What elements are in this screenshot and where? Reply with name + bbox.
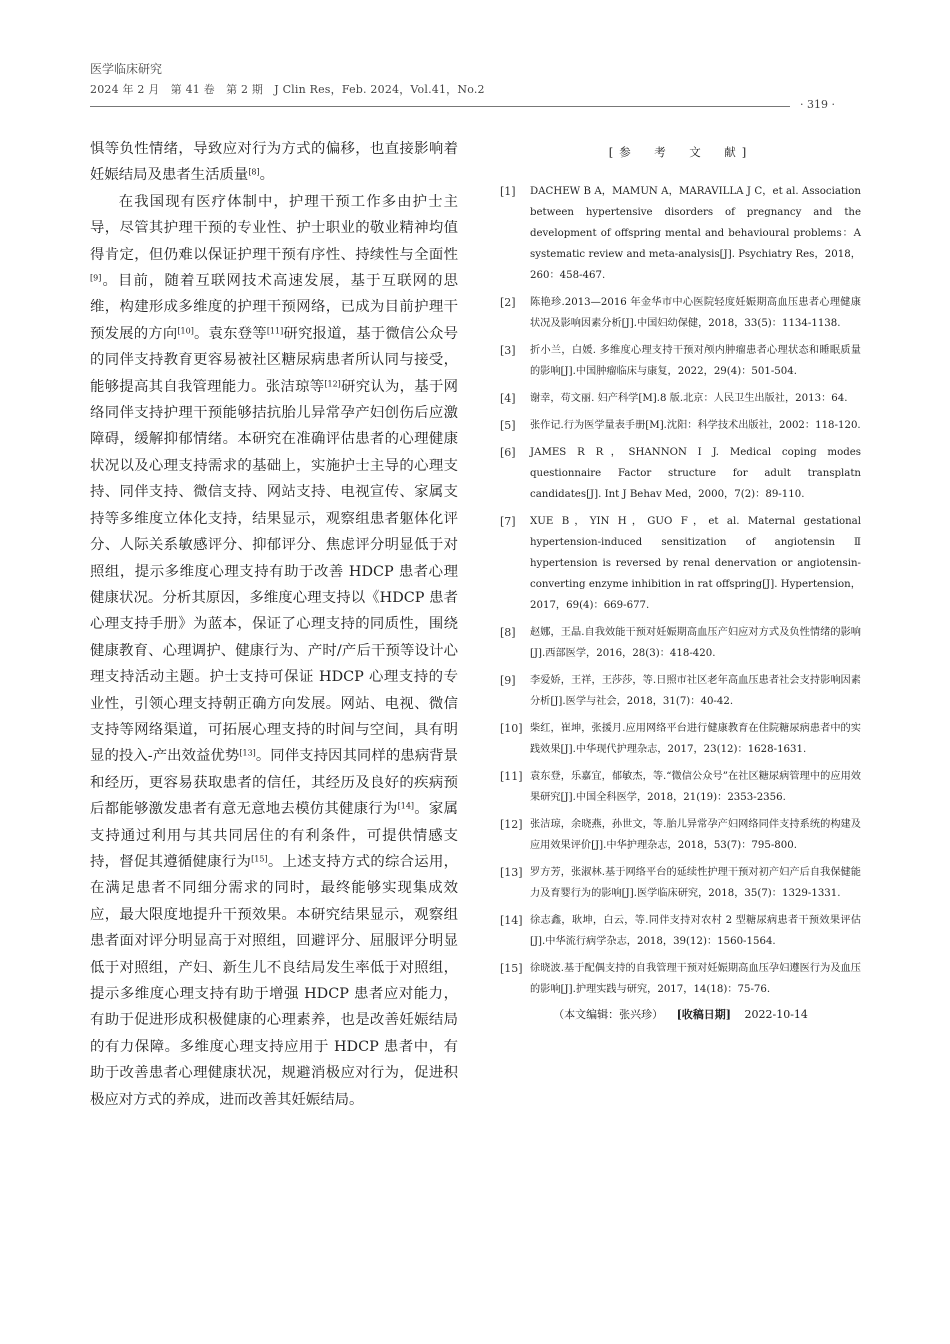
reference-number: [3] [500,344,516,357]
reference-text: 陈艳珍.2013—2016 年金华市中心医院轻度妊娠期高血压患者心理健康状况及影响因素分析[J].中国妇幼保健，2018，33(5)：1134-1138. [530,297,861,329]
reference-text: 徐志鑫，耿坤，白云，等.同伴支持对农村 2 型糖尿病患者干预效果评估[J].中华流行病学杂志，2018，39(12)：1560-1564. [530,915,861,947]
reference-number: [14] [500,914,523,927]
body-paragraph [90,136,458,189]
page-number: · 319 · [800,98,835,111]
reference-number: [10] [500,722,523,735]
reference-text: 柴红，崔坤，张援月.应用网络平台进行健康教育在住院糖尿病患者中的实践效果[J].中华现代护理杂志，2017，23(12)：1628-1631. [530,723,861,755]
citation-mark: [11] [266,326,284,336]
references-heading: [参 考 文 献] [608,145,753,159]
reference-text: XUE B，YIN H，GUO F，et al. Maternal gestational hypertension-induced sensitization of angiotensin Ⅱ hypertension is reversed by renal denervation or angiotensin-converting enzyme inhibition in rat offspring[J]. Hypertension，2017，69(4)：669-677. [530,516,861,611]
citation-mark: [8] [248,168,260,178]
body-text: 在我国现有医疗体制中，护理干预工作多由护士主导，尽管其护理干预的专业性、护士职业的敬业精神均值得肯定，但仍难以保证护理干预有序性、持续性与全面性 [90,193,458,263]
body-text: 研究报道，基于微信公众号的同伴支持教育更容易被社区糖尿病患者所认同与接受，能够提高其自我管理能力。张洁琼等 [90,325,458,395]
reference-item [500,958,861,1000]
editor-line [500,1006,861,1022]
reference-item [500,670,861,712]
body-paragraph [90,189,458,1113]
reference-text: JAMES R R，SHANNON I J. Medical coping modes questionnaire Factor structure for adult transplatn candidates[J]. Int J Behav Med，2000，7(2)：89-110. [530,447,861,500]
reference-number: [9] [500,674,516,687]
reference-item [500,340,861,382]
reference-text: DACHEW B A，MAMUN A，MARAVILLA J C，et al. Association between hypertensive disorders of pregnancy and the development of offspring mental and behavioural problems：A systematic review and meta-analysis[J]. Psychiatry Res，2018，260：458-467. [530,186,861,281]
reference-number: [12] [500,818,523,831]
reference-number: [1] [500,185,516,198]
reference-text: 折小兰，白媛. 多维度心理支持干预对颅内肿瘤患者心理状态和睡眠质量的影响[J].中国肿瘤临床与康复，2022，29(4)：501-504. [530,345,861,377]
body-text: 。家属支持通过利用与其共同居住的有利条件，可提供情感支持，督促其遵循健康行为 [90,801,458,870]
reference-number: [6] [500,446,516,459]
reference-text: 赵娜，王晶.自我效能干预对妊娠期高血压产妇应对方式及负性情绪的影响[J].西部医学，2016，28(3)：418-420. [530,627,861,659]
received-date: 2022-10-14 [744,1008,808,1021]
citation-mark: [15] [251,854,268,864]
received-label: [收稿日期] [676,1008,731,1021]
body-text: 惧等负性情绪，导致应对行为方式的偏移，也直接影响着妊娠结局及患者生活质量 [90,141,458,184]
reference-item [500,511,861,616]
reference-text: 李爱娇，王祥，王莎莎，等.日照市社区老年高血压患者社会支持影响因素分析[J].医学与社会，2018，31(7)：40-42. [530,675,861,707]
reference-number: [5] [500,419,516,432]
reference-list [500,181,861,1000]
reference-number: [8] [500,626,516,639]
body-text: 研究认为，基于网络同伴支持护理干预能够拮抗胎儿异常孕产妇创伤后应激障碍，缓解抑郁情绪。本研究在准确评估患者的心理健康状况以及心理支持需求的基础上，实施护士主导的心理支持、同伴支持、微信支持、网站支持、电视宣传、家属支持等多维度立体化支持，结果显示，观察组患者躯体化评分、人际关系敏感评分、抑郁评分、焦虑评分明显低于对照组，提示多维度心理支持有助于改善 HDCP 患者心理健康状况。分析其原因，多维度心理支持以《HDCP 患者心理支持手册》为蓝本，保证了心理支持的同质性，围绕健康教育、心理调护、健康行为、产时/产后干预等设计心理支持活动主题。护士支持可保证 HDCP 心理支持的专业性，引领心理支持朝正确方向发展。网站、电视、微信支持等网络渠道，可拓展心理支持的时间与空间，具有明显的投入-产出效益优势 [90,378,458,765]
citation-mark: [14] [397,801,415,811]
header-rule [90,106,790,107]
body-text: 。上述支持方式的综合运用，在满足患者不同细分需求的同时，最终能够实现集成效应，最大限度地提升干预效果。本研究结果显示，观察组患者面对评分明显高于对照组，回避评分、屈服评分明显低于对照组，产妇、新生儿不良结局发生率低于对照组，提示多维度心理支持有助于增强 HDCP 患者应对能力，有助于促进形成积极健康的心理素养，也是改善妊娠结局的有力保障。多维度心理支持应用于 HDCP 患者中，有助于改善患者心理健康状况，规避消极应对行为，促进积极应对方式的养成，进而改善其妊娠结局。 [90,853,458,1108]
body-text: 。同伴支持因其同样的患病背景和经历，更容易获取患者的信任，其经历及良好的疾病预后都能够激发患者有意无意地去模仿其健康行为 [90,748,458,818]
reference-text: 袁东登，乐嘉宜，郁敏杰，等.“微信公众号”在社区糖尿病管理中的应用效果研究[J].中国全科医学，2018，21(19)：2353-2356. [530,771,861,803]
reference-item [500,718,861,760]
citation-mark: [13] [239,748,256,758]
reference-number: [13] [500,866,523,879]
references-column [500,144,861,1022]
journal-name: 医学临床研究 [90,62,163,76]
reference-item [500,442,861,505]
reference-number: [7] [500,515,516,528]
reference-item [500,814,861,856]
body-text: 。 [259,167,275,184]
reference-item [500,181,861,286]
reference-item [500,622,861,664]
reference-item [500,292,861,334]
citation-mark: [9] [90,273,102,283]
reference-item [500,862,861,904]
reference-item [500,415,861,436]
reference-number: [4] [500,392,516,405]
citation-mark: [10] [177,326,194,336]
reference-number: [11] [500,770,523,783]
body-text: 。目前，随着互联网技术高速发展，基于互联网的思维，构建形成多维度的护理干预网络，已成为目前护理干预发展的方向 [90,273,458,342]
reference-text: 谢幸，苟文丽. 妇产科学[M].8 版.北京：人民卫生出版社，2013：64. [530,393,848,404]
body-text: 。袁东登等 [193,325,267,342]
reference-item [500,766,861,808]
reference-text: 张作记.行为医学量表手册[M].沈阳：科学技术出版社，2002：118-120. [530,420,861,431]
citation-mark: [12] [324,379,341,389]
reference-text: 罗方芳，张淑林.基于网络平台的延续性护理干预对初产妇产后自我保健能力及育婴行为的影响[J].医学临床研究，2018，35(7)：1329-1331. [530,867,861,899]
reference-item [500,910,861,952]
reference-number: [2] [500,296,516,309]
reference-number: [15] [500,962,523,975]
reference-text: 徐晓波.基于配偶支持的自我管理干预对妊娠期高血压孕妇遵医行为及血压的影响[J].护理实践与研究，2017，14(18)：75-76. [530,963,861,995]
editor-credit: （本文编辑：张兴珍） [553,1008,664,1021]
issue-line: 2024 年 2 月 第 41 卷 第 2 期 J Clin Res，Feb. 2024，Vol.41，No.2 [90,83,485,96]
reference-item [500,388,861,409]
reference-text: 张洁琼，余晓燕，孙世文，等.胎儿异常孕产妇网络同伴支持系统的构建及应用效果评价[J].中华护理杂志，2018，53(7)：795-800. [530,819,861,851]
body-column [90,136,458,1113]
